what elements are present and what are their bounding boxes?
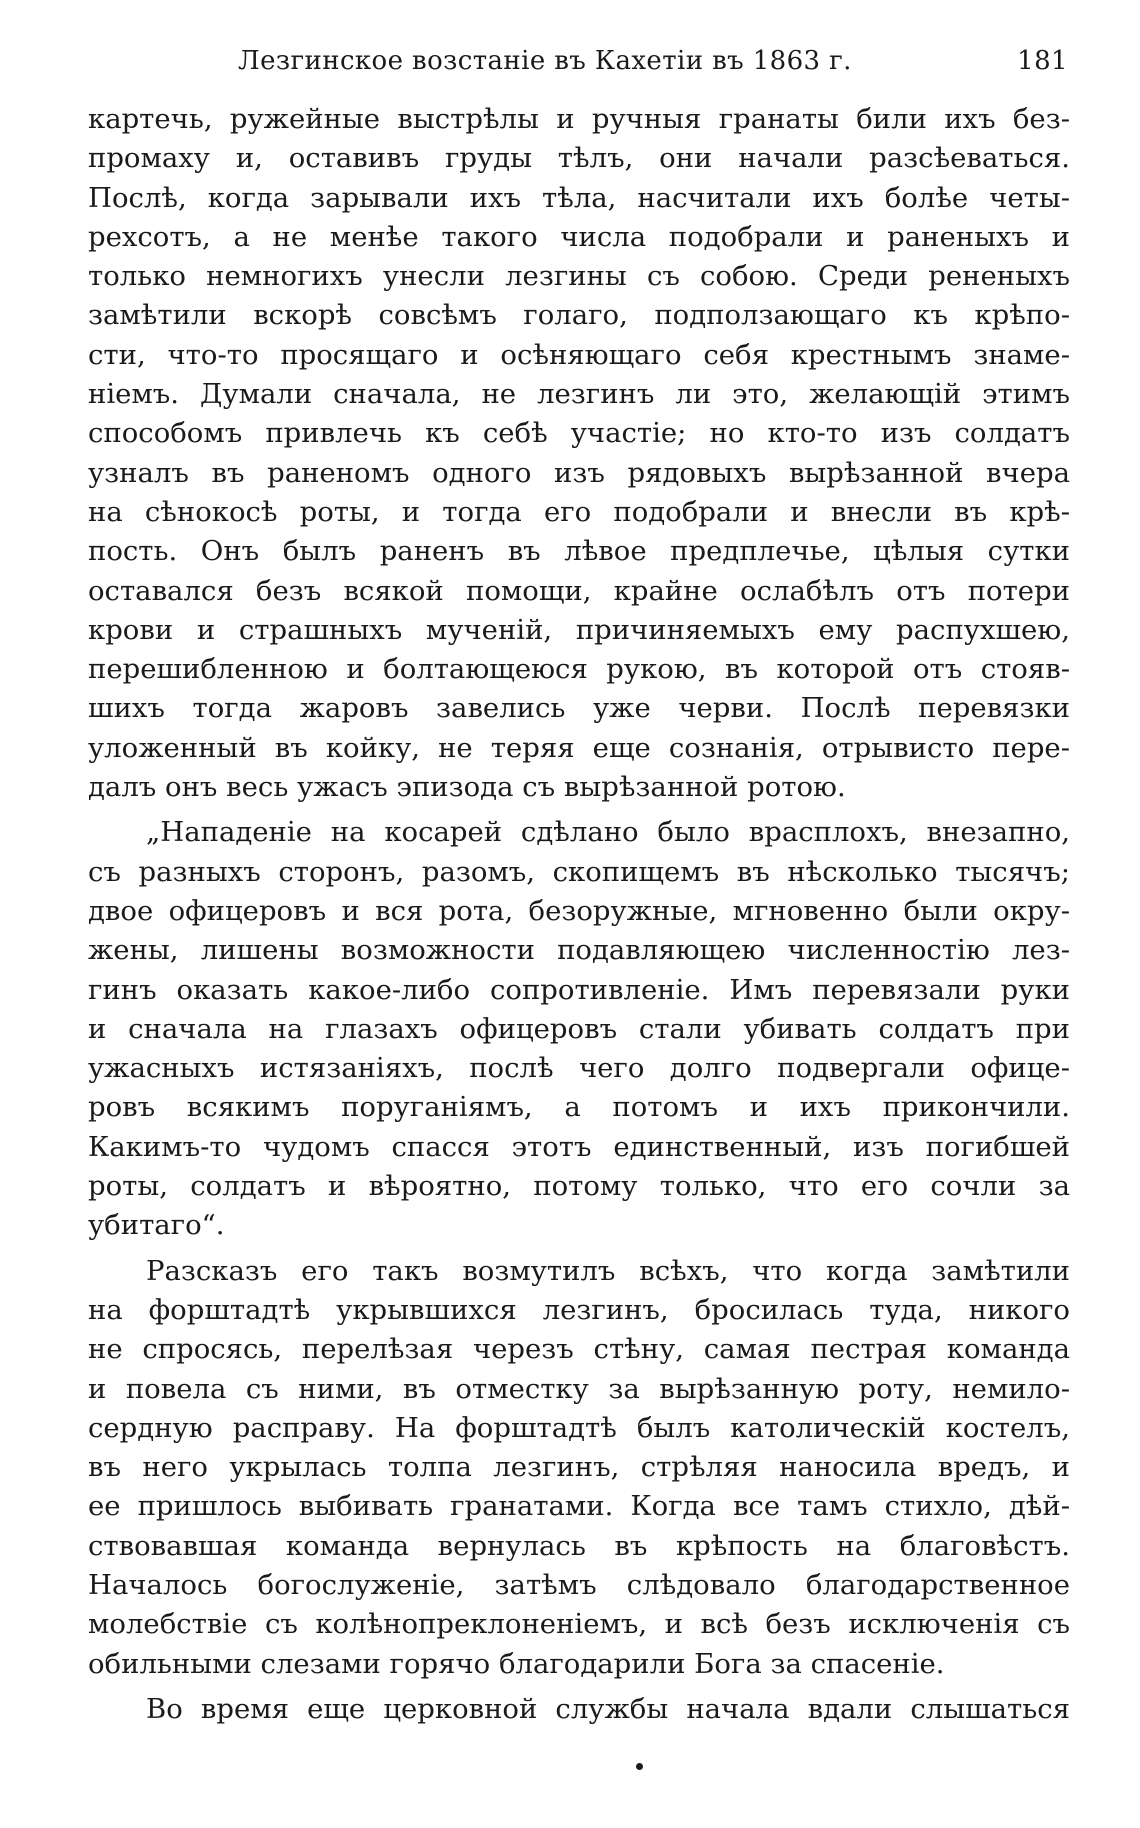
paragraph [88, 813, 1070, 1245]
text-line: не спросясь, перелѣзая черезъ стѣну, самая пестрая команда [88, 1333, 1070, 1366]
text-line: ее пришлось выбивать гранатами. Когда все тамъ стихло, дѣй- [88, 1490, 1070, 1523]
text-line: „Нападеніе на косарей сдѣлано было врасплохъ, внезапно, [146, 816, 1070, 849]
text-line: гинъ оказать какое-либо сопротивленіе. Имъ перевязали руки [88, 973, 1070, 1006]
text-line: Началось богослуженіе, затѣмъ слѣдовало благодарственное [88, 1568, 1070, 1601]
text-line: картечь, ружейные выстрѣлы и ручныя гранаты били ихъ без- [88, 103, 1070, 135]
text-line: только немногихъ унесли лезгины съ собою. Среди рененыхъ [88, 260, 1070, 293]
text-line: Во время еще церковной службы начала вдали слышаться [146, 1692, 1070, 1725]
text-line: ужасныхъ истязаніяхъ, послѣ чего долго подвергали офице- [88, 1052, 1070, 1085]
text-line: ровъ всякимъ поруганіямъ, а потомъ и ихъ прикончили. [88, 1091, 1070, 1124]
text-line: роты, солдатъ и вѣроятно, потому только, что его сочли за [88, 1170, 1070, 1203]
paragraph [88, 1690, 1070, 1729]
text-line: шихъ тогда жаровъ завелись уже черви. Послѣ перевязки [88, 692, 1070, 725]
text-line: съ разныхъ сторонъ, разомъ, скопищемъ въ нѣсколько тысячъ; [88, 855, 1070, 888]
text-line: Какимъ-то чудомъ спасся этотъ единственный, изъ погибшей [88, 1130, 1070, 1163]
text-line: Послѣ, когда зарывали ихъ тѣла, насчитали ихъ болѣе четы- [88, 181, 1070, 214]
running-title: Лезгинское возстаніе въ Кахетіи въ 1863 г. [238, 46, 852, 76]
text-line: перешибленною и болтающеюся рукою, въ которой отъ стояв- [88, 653, 1070, 686]
page-body-text [88, 100, 1070, 1729]
text-line: обильными слезами горячо благодарили Бога за спасеніе. [88, 1647, 945, 1680]
text-line: жены, лишены возможности подавляющею численностію лез- [88, 934, 1070, 967]
text-line: въ него укрылась толпа лезгинъ, стрѣляя наносила вредъ, и [88, 1451, 1070, 1484]
text-line: ствовавшая команда вернулась въ крѣпость на благовѣстъ. [88, 1529, 1070, 1562]
text-line: уложенный въ койку, не теряя еще сознанія, отрывисто пере- [88, 731, 1070, 764]
text-line: рехсотъ, а не менѣе такого числа подобрали и раненыхъ и [88, 220, 1070, 253]
text-line: промаху и, оставивъ груды тѣлъ, они начали разсѣеваться. [88, 142, 1070, 175]
text-line: и сначала на глазахъ офицеровъ стали убивать солдатъ при [88, 1012, 1070, 1045]
text-line: пость. Онъ былъ раненъ въ лѣвое предплечье, цѣлыя сутки [88, 535, 1070, 568]
text-line: на форштадтѣ укрывшихся лезгинъ, бросилась туда, никого [88, 1293, 1070, 1326]
running-head [88, 46, 1068, 86]
page-number: 181 [1017, 46, 1068, 76]
text-line: и повела съ ними, въ отместку за вырѣзанную роту, немило- [88, 1372, 1070, 1405]
text-line: крови и страшныхъ мученій, причиняемыхъ ему распухшею, [88, 613, 1070, 646]
text-line: способомъ привлечь къ себѣ участіе; но кто-то изъ солдатъ [88, 417, 1070, 450]
text-line: оставался безъ всякой помощи, крайне ослабѣлъ отъ потери [88, 574, 1070, 607]
text-line: Разсказъ его такъ возмутилъ всѣхъ, что когда замѣтили [146, 1254, 1070, 1287]
text-line: молебствіе съ колѣнопреклоненіемъ, и всѣ безъ исключенія съ [88, 1608, 1070, 1641]
text-line: узналъ въ раненомъ одного изъ рядовыхъ вырѣзанной вчера [88, 456, 1070, 489]
paragraph [88, 100, 1070, 807]
text-line: двое офицеровъ и вся рота, безоружные, мгновенно были окру- [88, 894, 1070, 927]
text-line: убитаго“. [88, 1209, 225, 1242]
text-line: ніемъ. Думали сначала, не лезгинъ ли это, желающій этимъ [88, 378, 1070, 411]
text-line: далъ онъ весь ужасъ эпизода съ вырѣзанной ротою. [88, 771, 846, 804]
bottom-dot-mark [636, 1763, 643, 1770]
text-line: сердную расправу. На форштадтѣ былъ католическій костелъ, [88, 1411, 1070, 1444]
paragraph [88, 1252, 1070, 1684]
text-line: замѣтили вскорѣ совсѣмъ голаго, подползающаго къ крѣпо- [88, 299, 1070, 332]
text-line: сти, что-то просящаго и осѣняющаго себя крестнымъ знаме- [88, 338, 1070, 371]
text-line: на сѣнокосѣ роты, и тогда его подобрали и внесли въ крѣ- [88, 495, 1070, 528]
